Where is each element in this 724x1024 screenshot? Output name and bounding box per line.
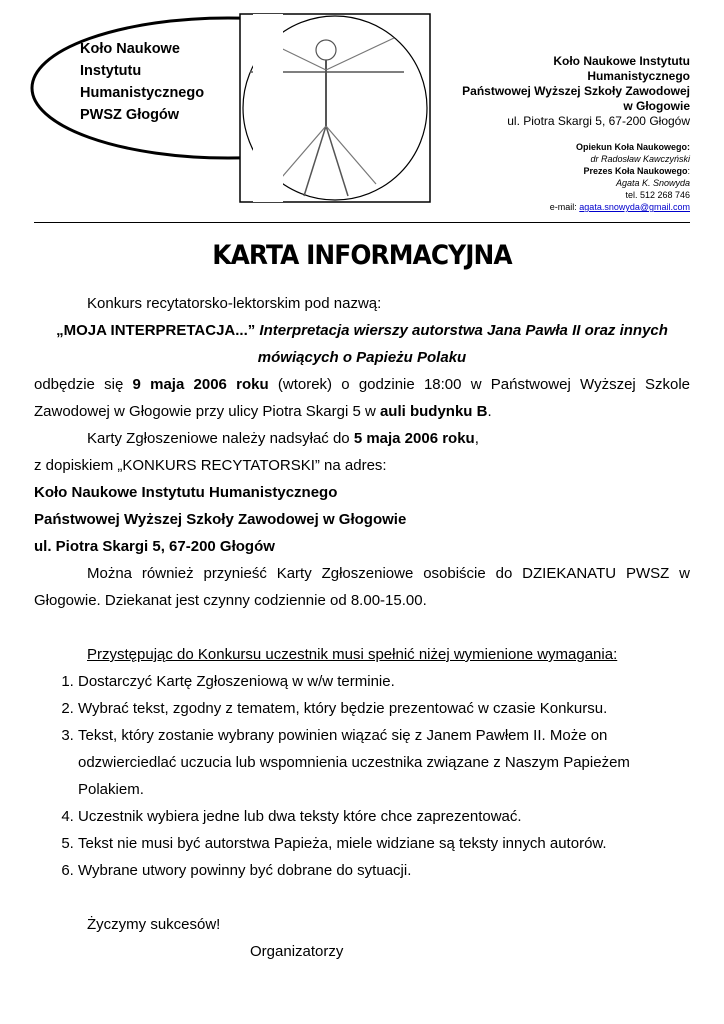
text-span: (wtorek) o godzinie 18:00 w Państwowej Wyższej Szkole Zawodowej w Głogowie przy ulicy Piotra Skargi 5 w	[34, 376, 690, 420]
text-span: Karty Zgłoszeniowe należy nadsyłać do	[87, 430, 354, 447]
institution-address: ul. Piotra Skargi 5, 67-200 Głogów	[507, 114, 690, 128]
institution-line: w Głogowie	[623, 99, 690, 113]
president-name: Agata K. Snowyda	[615, 178, 690, 188]
office-paragraph: Można również przynieść Karty Zgłoszeniowe osobiście do DZIEKANATU PWSZ w Głogowie. Dziekanat jest czynny codziennie od 8.00-15.00.	[34, 565, 690, 609]
text-span: ,	[474, 430, 479, 447]
institution-line: Humanistycznego	[587, 69, 690, 83]
annotation-paragraph: z dopiskiem „KONKURS RECYTATORSKI” na adres:	[34, 457, 387, 474]
logo-line: Humanistycznego	[80, 85, 205, 101]
phone: tel. 512 268 746	[625, 190, 690, 200]
signature: Organizatorzy	[250, 943, 344, 960]
logo-line: PWSZ Głogów	[80, 107, 180, 123]
institution-line: Państwowej Wyższej Szkoły Zawodowej	[462, 84, 690, 98]
contest-subtitle: Interpretacja wierszy autorstwa Jana Pawła II oraz innych mówiących o Papieżu Polaku	[255, 322, 668, 366]
list-item: 2. Wybrać tekst, zgodny z tematem, który będzie prezentować w czasie Konkursu.	[78, 695, 690, 722]
institution-line: Koło Naukowe Instytutu	[553, 54, 690, 68]
intro-paragraph: Konkurs recytatorsko-lektorskim pod nazwą:	[87, 295, 382, 312]
event-date: 9 maja 2006 roku	[132, 376, 269, 393]
logo-line: Instytutu	[80, 63, 142, 79]
logo-text	[80, 38, 204, 126]
email-label: e-mail:	[549, 202, 580, 212]
page-title: KARTA INFORMACYJNA	[212, 240, 512, 271]
list-item: 6. Wybrane utwory powinny być dobrane do sytuacji.	[78, 857, 690, 884]
supervisor-label: Opiekun Koła Naukowego:	[575, 142, 690, 152]
contest-title	[34, 317, 690, 371]
list-item: 5. Tekst nie musi być autorstwa Papieża, miele widziane są teksty innych autorów.	[78, 830, 690, 857]
wishes: Życzymy sukcesów!	[87, 916, 221, 933]
president-label: Prezes Koła Naukowego	[583, 166, 688, 176]
contacts-block	[550, 141, 690, 213]
address-line: Koło Naukowe Instytutu Humanistycznego	[34, 484, 338, 501]
email-link[interactable]: agata.snowyda@gmail.com	[579, 202, 690, 212]
address-line: Państwowej Wyższej Szkoły Zawodowej w Głogowie	[34, 511, 407, 528]
address-line: ul. Piotra Skargi 5, 67-200 Głogów	[34, 538, 275, 555]
text-span: odbędzie się	[34, 376, 133, 393]
header-divider	[34, 222, 690, 223]
letterhead	[0, 0, 724, 225]
spacer	[34, 884, 690, 911]
requirements-heading	[34, 641, 690, 668]
supervisor-name: dr Radosław Kawczyński	[590, 154, 690, 164]
requirements-heading-text: Przystępując do Konkursu uczestnik musi spełnić niżej wymienione wymagania:	[87, 646, 618, 663]
text-span: .	[487, 403, 492, 420]
logo-line: Koło Naukowe	[80, 41, 180, 57]
requirements-list	[34, 668, 690, 884]
document-body	[34, 290, 690, 965]
list-item: 4. Uczestnik wybiera jedne lub dwa teksty które chce zaprezentować.	[78, 803, 690, 830]
contest-name: „MOJA INTERPRETACJA...”	[56, 322, 256, 339]
spacer	[34, 614, 690, 641]
deadline-paragraph	[34, 425, 690, 452]
institution-block	[462, 54, 690, 129]
list-item: 3. Tekst, który zostanie wybrany powinien wiązać się z Janem Pawłem II. Może on odzwierciedlać uczucia lub wspomnienia uczestnika związane z Naszym Papieżem Polakiem.	[78, 722, 690, 803]
list-item: 1. Dostarczyć Kartę Zgłoszeniową w w/w terminie.	[78, 668, 690, 695]
event-paragraph	[34, 371, 690, 425]
deadline-date: 5 maja 2006 roku	[353, 430, 475, 447]
event-place: auli budynku B	[379, 403, 488, 420]
president-colon: :	[687, 166, 690, 176]
